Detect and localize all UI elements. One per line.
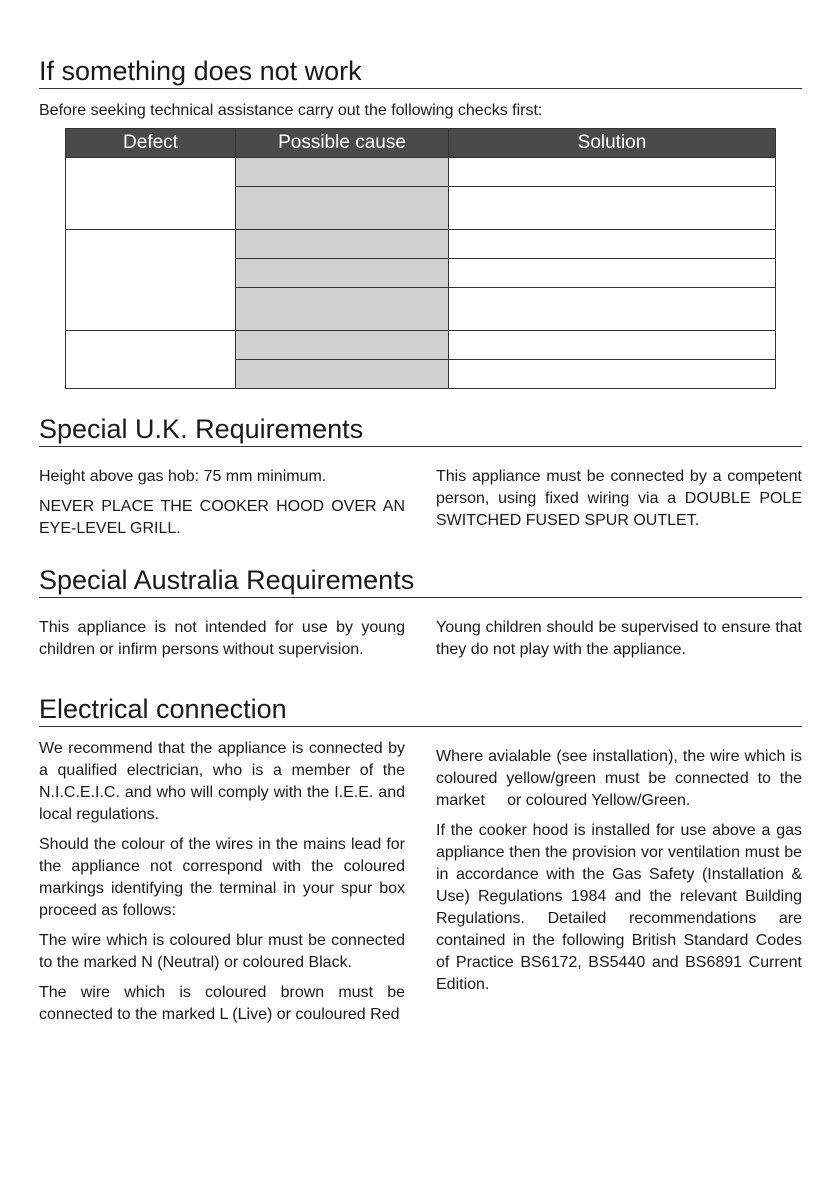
table-row [66,230,776,259]
section-title-australia-requirements: Special Australia Requirements [39,565,802,598]
solution-cell [449,187,776,230]
electrical-paragraph: If the cooker hood is installed for use above a gas appliance then the provision vor ventilation must be in accordance with the Gas Safety (Installation & Use) Regulations 1984 and the relevant Building Regulations. Detailed recommendations are contained in the following British Standard Codes of Practice BS6172, BS5440 and BS6891 Current Edition. [436,822,802,993]
header-possible-cause: Possible cause [236,129,449,158]
troubleshooting-table [65,128,776,389]
solution-cell [449,288,776,331]
au-supervision-note: This appliance is not intended for use by young children or infirm persons without supervision. [39,619,405,658]
solution-cell [449,259,776,288]
electrical-paragraph: We recommend that the appliance is connected by a qualified electrician, who is a member of the N.I.C.E.I.C. and who will comply with the I.E.E. and local regulations. [39,740,405,823]
defect-cell [66,158,236,230]
au-children-note: Young children should be supervised to ensure that they do not play with the appliance. [436,619,802,658]
au-right-column [436,617,802,669]
uk-wiring-note: This appliance must be connected by a competent person, using fixed wiring via a DOUBLE POLE SWITCHED FUSED SPUR OUTLET. [436,468,802,529]
defect-cell [66,230,236,331]
section-title-troubleshooting: If something does not work [39,56,802,89]
table-row [66,331,776,360]
electrical-paragraph: The wire which is coloured blur must be connected to the marked N (Neutral) or coloured Black. [39,932,405,971]
solution-cell [449,230,776,259]
uk-left-column [39,466,405,548]
electrical-paragraph: Where avialable (see installation), the wire which is coloured yellow/green must be connected to the market or coloured Yellow/Green. [436,748,807,809]
header-defect: Defect [66,129,236,158]
electrical-left-column [39,738,405,1034]
electrical-right-column [436,746,807,1004]
cause-cell [236,158,449,187]
table-header-row [66,129,776,158]
electrical-paragraph: The wire which is coloured brown must be connected to the marked L (Live) or couloured Red [39,984,405,1023]
uk-hob-height: Height above gas hob: 75 mm minimum. [39,468,327,485]
solution-cell [449,331,776,360]
solution-cell [449,158,776,187]
cause-cell [236,360,449,389]
au-left-column [39,617,405,669]
table-row [66,158,776,187]
solution-cell [449,360,776,389]
cause-cell [236,230,449,259]
section-title-electrical-connection: Electrical connection [39,694,802,727]
defect-cell [66,331,236,389]
cause-cell [236,331,449,360]
header-solution: Solution [449,129,776,158]
uk-right-column [436,466,802,540]
cause-cell [236,259,449,288]
cause-cell [236,187,449,230]
electrical-paragraph: Should the colour of the wires in the mains lead for the appliance not correspond with the coloured markings identifying the terminal in your spur box proceed as follows: [39,836,405,919]
uk-grill-warning: NEVER PLACE THE COOKER HOOD OVER AN EYE-LEVEL GRILL. [39,498,405,537]
cause-cell [236,288,449,331]
troubleshooting-intro: Before seeking technical assistance carry out the following checks first: [39,102,543,119]
section-title-uk-requirements: Special U.K. Requirements [39,414,802,447]
